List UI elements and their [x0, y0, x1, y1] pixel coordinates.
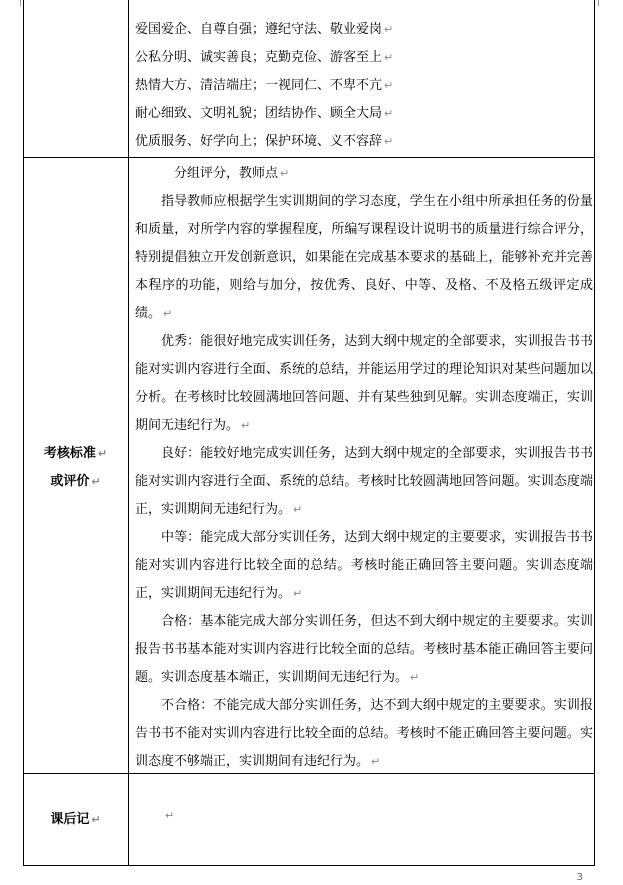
ethics-line: 优质服务、好学向上；保护环境、义不容辞 ↵ — [135, 134, 394, 149]
document-table — [23, 0, 595, 866]
margin-corner-top-right — [598, 0, 605, 6]
ethics-lines — [135, 16, 593, 156]
table-border-left — [23, 0, 24, 866]
grade-fail: 不合格：不能完成大部分实训任务，达不到大纲中规定的主要要求。实训报告书书不能对实训内容进行比较全面的总结。考核时不能正确回答主要问题。实训态度不够端正，实训期间有违纪行为。 ↵ — [135, 698, 593, 769]
table-border-bottom — [23, 865, 595, 866]
table-border-right — [594, 0, 595, 866]
table-border-middle — [128, 0, 129, 866]
ethics-line: 耐心细致、文明礼貌；团结协作、顾全大局 ↵ — [135, 106, 394, 121]
grade-pass: 合格：基本能完成大部分实训任务，但达不到大纲中规定的主要要求。实训报告书书基本能对实训内容进行比较全面的总结。考核时基本能正确回答主要问题。实训态度基本端正，实训期间无违纪行为。 ↵ — [135, 614, 593, 685]
margin-corner-top-left — [14, 0, 21, 6]
notes-content[interactable]: ↵ — [165, 809, 175, 822]
row-divider-1 — [23, 157, 595, 158]
ethics-line: 公私分明、诚实善良；克勤克俭、游客至上 ↵ — [135, 50, 394, 65]
ethics-line: 热情大方、清洁端庄；一视同仁、不卑不亢 ↵ — [135, 78, 394, 93]
assessment-content — [135, 160, 593, 776]
grade-excellent: 优秀：能很好地完成实训任务，达到大纲中规定的全部要求，实训报告书书能对实训内容进行全面、系统的总结，并能运用学过的理论知识对某些问题加以分析。在考核时比较圆满地回答问题、并有某些独到见解。实训态度端正，实训期间无违纪行为。 ↵ — [135, 334, 593, 433]
page-number: 3 — [576, 872, 583, 883]
notes-label: 课后记 ↵ — [50, 812, 101, 827]
assessment-intro: 分组评分，教师点 ↵ — [174, 166, 290, 181]
ethics-line: 爱国爱企、自尊自强；遵纪守法、敬业爱岗 ↵ — [135, 22, 394, 37]
grade-medium: 中等：能完成大部分实训任务，达到大纲中规定的主要要求，实训报告书书能对实训内容进行比较全面的总结。考核时能正确回答主要问题。实训态度端正，实训期间无违纪行为。 ↵ — [135, 530, 593, 601]
assessment-label: 考核标准 ↵ 或评价 ↵ — [43, 446, 108, 489]
grade-good: 良好：能较好地完成实训任务，达到大纲中规定的全部要求，实训报告书书能对实训内容进行全面、系统的总结。考核时比较圆满地回答问题。实训态度端正，实训期间无违纪行为。 ↵ — [135, 446, 593, 517]
assessment-paragraph: 指导教师应根据学生实训期间的学习态度，学生在小组中所承担任务的份量和质量，对所学内容的掌握程度，所编写课程设计说明书的质量进行综合评分，特别提倡独立开发创新意识，如果能在完成基本要求的基础上，能够补充并完善本程序的功能，则给与加分，按优秀、良好、中等、及格、不及格五级评定成绩。 ↵ — [135, 194, 593, 321]
